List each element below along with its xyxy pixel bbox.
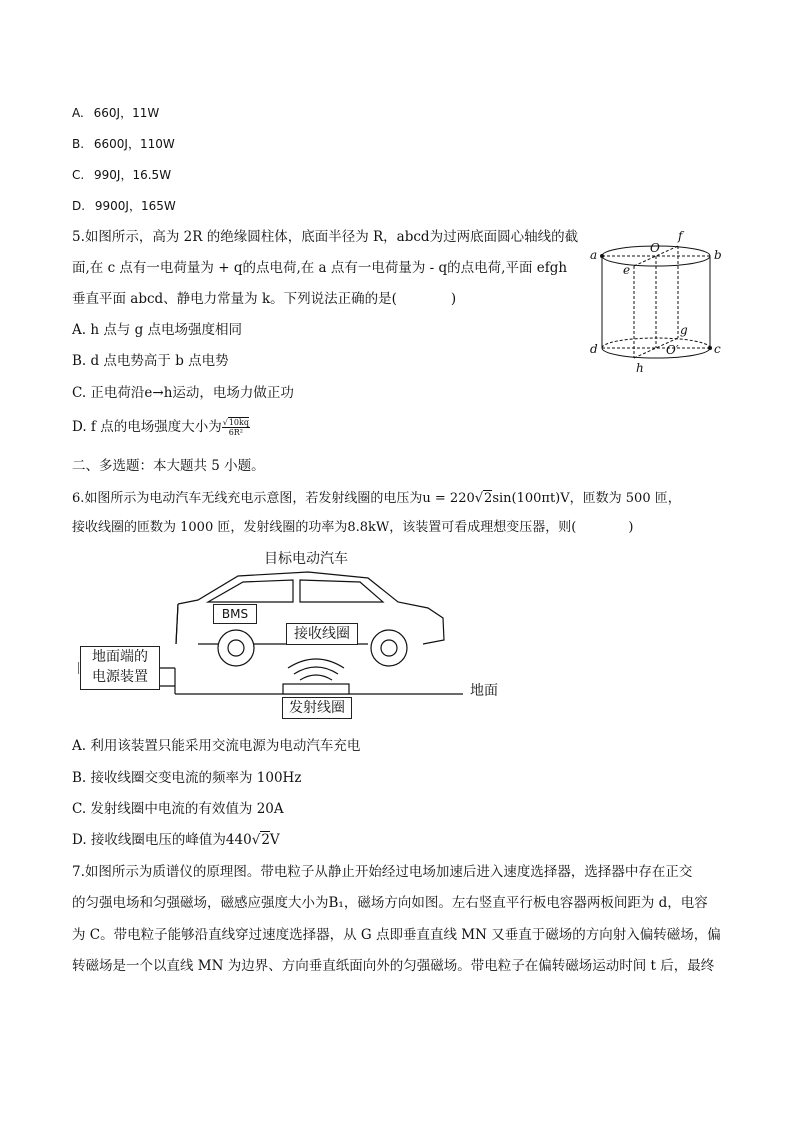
q6-option-b: B. 接收线圈交变电流的频率为 100Hz [72,770,302,786]
option-text: 9900J，165W [94,199,176,213]
option-letter: C. [72,168,85,182]
q6-option-d [72,831,280,849]
ground-power-line-1: 地面端的 [92,649,148,665]
section-heading: 二、多选题：本大题共 5 小题。 [72,458,265,474]
q7-stem-line-4: 转磁场是一个以直线 MN 为边界、方向垂直纸面向外的匀强磁场。带电粒子在偏转磁场运动时间 t 后，最终 [72,958,715,974]
fraction-numerator: 10kq [228,418,249,427]
car-label: 目标电动汽车 [264,551,348,567]
label-c: c [714,342,721,356]
q4-option-d [72,197,176,215]
q6-optd-text-b: V [269,832,280,848]
label-o-prime: O′ [666,343,679,357]
q5-stem-line-3: 垂直平面 abcd、静电力常量为 k。下列说法正确的是( ) [72,291,457,307]
label-a: a [590,248,598,262]
label-e: e [623,263,631,277]
ground-power-box [80,646,160,690]
sqrt-value: 2 [261,832,270,848]
q6-text-b: sin(100πt)V，匝数为 500 匝， [492,491,681,506]
q7-stem-line-1: 7.如图所示为质谱仪的原理图。带电粒子从静止开始经过电场加速后进入速度选择器，选择器中存在正交 [72,864,693,880]
sqrt-symbol: √ [251,832,261,848]
q4-option-c [72,166,171,184]
q7-stem-line-3: 为 C。带电粒子能够沿直线穿过速度选择器，从 G 点即垂直直线 MN 又垂直于磁场的方向射入偏转磁场，偏 [72,927,721,943]
q5-stem-line-1: 5.如图所示，高为 2R 的绝缘圆柱体，底面半径为 R，abcd为过两底面圆心轴线的截 [72,229,579,245]
q5-option-d [72,418,250,437]
q6-stem-line-2: 接收线圈的匝数为 1000 匝，发射线圈的功率为8.8kW，该装置可看成理想变压器，则( ) [72,520,634,535]
sqrt-symbol: √ [474,491,484,506]
option-letter: D. [72,199,86,213]
sqrt-value: 2 [484,491,493,506]
q5-option-c: C. 正电荷沿e→h运动，电场力做正功 [72,385,294,401]
field-strength-fraction: $\frac{√10kq}{\text{6R²}}$ [222,418,249,437]
option-letter: B. [72,137,85,151]
transmitter-coil-box: 发射线圈 [282,697,352,719]
q7-stem-line-2: 的匀强电场和匀强磁场，磁感应强度大小为B₁，磁场方向如图。左右竖直平行板电容器两板间距为 d，电容 [72,895,708,911]
option-text: 990J，16.5W [94,168,172,182]
q5-stem-line-2: 面,在 c 点有一电荷量为 + q的点电荷,在 a 点有一电荷量为 - q的点电荷,平面 efgh [72,260,568,276]
bms-box: BMS [213,604,257,624]
receiver-coil-box: 接收线圈 [286,623,358,645]
q5-option-a: A. h 点与 g 点电场强度相同 [72,322,243,338]
label-d: d [590,342,598,356]
q6-option-c: C. 发射线圈中电流的有效值为 20A [72,801,284,817]
label-f: f [678,229,683,243]
option-text: 660J，11W [93,106,160,120]
option-text: 6600J，110W [93,137,175,151]
q6-option-a: A. 利用该装置只能采用交流电源为电动汽车充电 [72,738,361,754]
ground-power-line-2: 电源装置 [92,669,148,685]
fraction-denominator: 6R² [228,428,244,437]
q6-text-a: 6.如图所示为电动汽车无线充电示意图，若发射线圈的电压为u = 220 [72,491,475,506]
label-h: h [636,361,644,375]
label-g: g [680,323,688,337]
cylinder-figure [590,228,730,378]
q5-option-b: B. d 点电势高于 b 点电势 [72,353,229,369]
option-letter: A. [72,106,84,120]
label-b: b [714,248,722,262]
q6-optd-text-a: D. 接收线圈电压的峰值为440 [72,832,252,848]
q4-option-a [72,104,159,122]
q6-stem-line-1 [72,490,681,508]
option-d-prefix: D. f 点的电场强度大小为 [72,419,222,435]
ground-label: 地面 [470,683,498,699]
q4-option-b [72,135,175,153]
label-o: O [650,241,660,255]
